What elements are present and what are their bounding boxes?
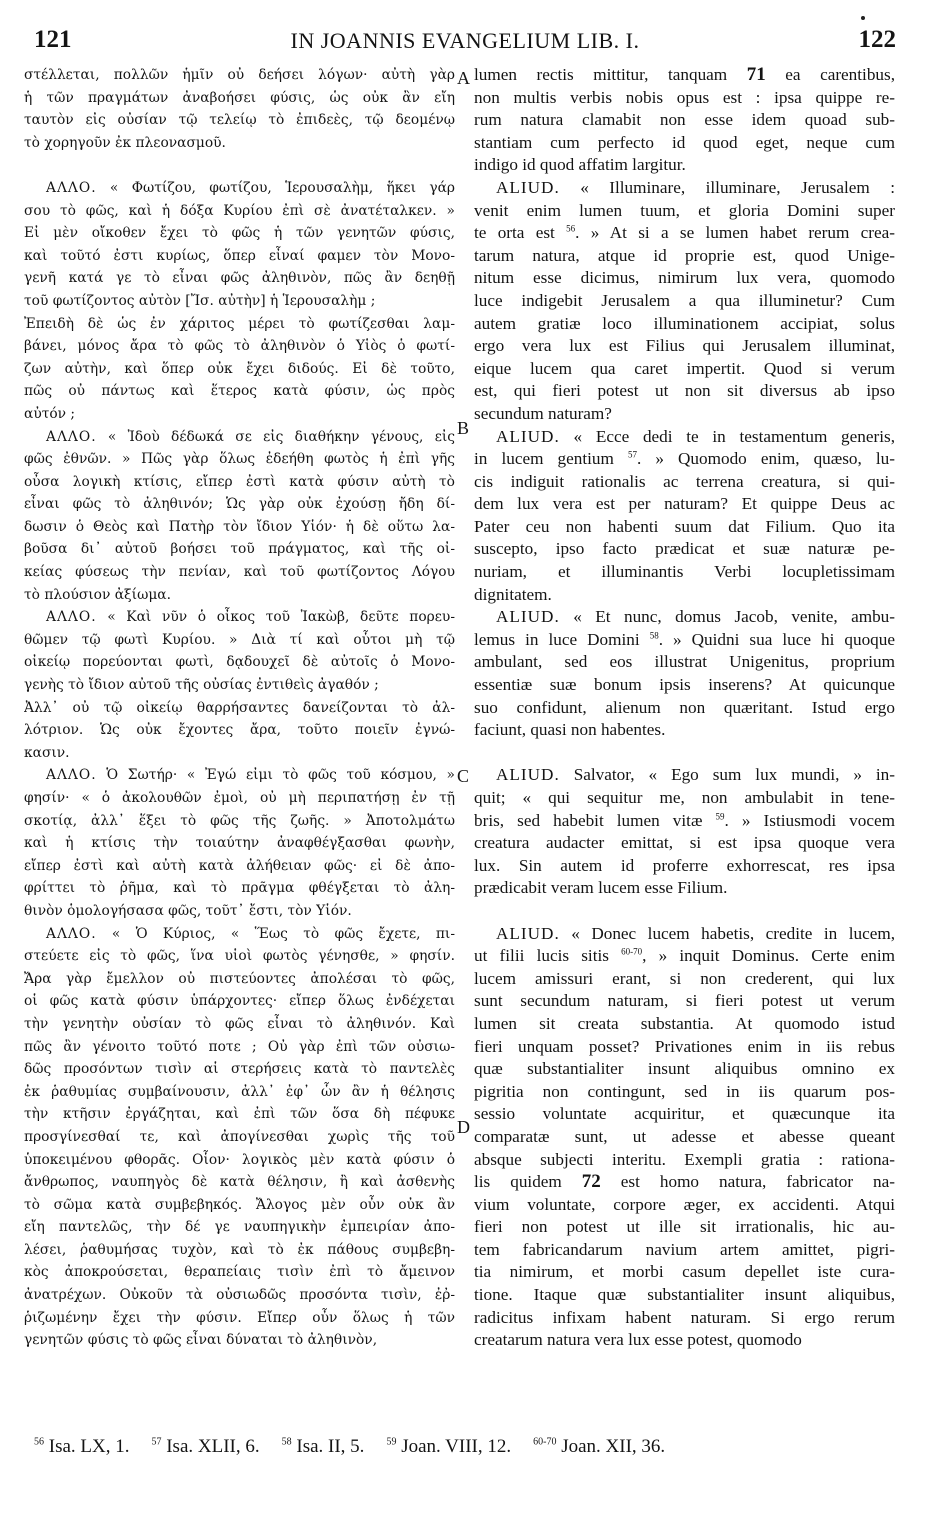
greek-text-line: ΑΛΛΟ. « Φωτίζου, φωτίζου, Ἱερουσαλὴμ, ἥκει γάρ [46,179,455,196]
latin-text-line: tione. Itaque quæ substantialiter insunt aliquibus, [474,1285,895,1305]
greek-text-line: γενητῶν φύσις τὸ φῶς εἶναι δύναται τὸ ἀληθινὸν, [24,1332,378,1349]
footnote: $^{56}$ Isa. LX, 1. [34,1436,130,1457]
greek-text-line: φῶς ἐθνῶν. » Πῶς γὰρ ὅλως ἐδεήθη φωτὸς ἡ ἐπὶ γῆς [24,451,455,468]
margin-letter-d: D [457,1117,470,1137]
margin-letter-a: A [457,68,470,88]
greek-column [24,64,455,1352]
margin-letter-c: C [457,766,470,786]
latin-text-line: ALIUD. « Donec lucem habetis, credite in lucem, [496,923,895,943]
footnotes [34,1436,896,1460]
greek-text-line: καὶ τοῦτό ἐστι κυρίως, ὅπερ εἶναί φαμεν τὸν Μονο- [24,247,455,264]
footnote: $^{60-70}$ Joan. XII, 36. [533,1436,666,1457]
latin-text-line: comparatæ sunt, ut adesse et abesse queant [474,1126,895,1146]
latin-text-line: ALIUD. « Illuminare, illuminare, Jerusalem : [496,177,895,197]
latin-text-line: ut filii lucis sitis $^{60-70}$, » inquit Dominus. Certe enim [474,946,895,966]
greek-text-line: τὸ σῶμα κατὰ συμβεβηκός. Ἄλογος μὲν οὖν οὐκ ἂν [24,1196,455,1213]
latin-text-line: creatura audacter emittat, si est ipsa quoque vera [474,833,895,853]
ink-dot [861,16,865,20]
latin-text-line: absque subjecti interitu. Exempli gratia : rationa- [474,1149,895,1169]
greek-text-line: θινὸν ὁμολογήσασα φῶς, τοῦτ᾽ ἔστι, τὸν Υἱόν. [24,902,352,919]
latin-text-line: dem lux vera est per naturam? Et quippe Deus ac [474,494,895,514]
greek-text-line: Εἰ μὲν οἴκοθεν ἔχει τὸ φῶς ἡ τῶν γενητῶν φύσις, [24,225,455,242]
greek-text-line: τὸ χορηγοῦν ἐκ πλεονασμοῦ. [24,134,226,151]
greek-text-line: ζων αὐτὴν, καὶ ὅπερ οὐκ ἔχει διδούς. Εἰ δὲ τοῦτο, [24,360,455,377]
latin-text-line: suscepto, ipso facto prædicat et suæ naturæ pe- [474,539,895,559]
left-page-number: 121 [34,26,72,53]
greek-text-line: ἄνθρωπος, ναυπηγὸς δὲ κατὰ θέλησιν, ἢ καὶ ἀσθενὴς [24,1174,455,1191]
greek-text-line: ὑποκειμένου φθορᾶς. Οἷον· λογικὸς μὲν κατὰ φύσιν ὁ [24,1151,455,1168]
footnote: $^{58}$ Isa. II, 5. [281,1436,365,1457]
greek-text-line: καὶ ἡ κτίσις τὴν τοιαύτην ἀναφθέγξασθαι φωνὴν, [24,835,455,852]
greek-text-line: ἡ τῶν πραγμάτων ἀναβοήσει φύσις, ὡς οὐκ ἂν εἴη [24,89,455,106]
greek-text-line: ἀνατρέχων. Οὐκοῦν τὰ οὐσιωδῶς προσόντα τισὶν, ἐῤ- [24,1287,455,1304]
greek-text-line: εἴη παντελῶς, τὴν δέ γε ναυπηγικὴν ἐμπειρίαν ἀπο- [24,1219,455,1236]
latin-text-line: tarum natura, atque id proprie est, quod Unige- [474,245,895,265]
greek-text-line: θῶμεν τῷ φωτὶ Κυρίου. » Διὰ τί καὶ οὗτοι μὴ τῷ [24,631,455,648]
latin-text-line: ALIUD. « Ecce dedi te in testamentum generis, [496,426,895,446]
latin-text-line: ALIUD. Salvator, « Ego sum lux mundi, » in- [496,765,895,785]
greek-text-line: ΑΛΛΟ. « Ὁ Κύριος, « Ἕως τὸ φῶς ἔχετε, πι- [46,925,455,942]
latin-text-line: radicitus infixam habent naturam. Si ergo rerum [474,1307,895,1327]
greek-text-line: σκοτίᾳ, ἀλλ᾽ ἕξει τὸ φῶς τῆς ζωῆς. » Ἀποτολμάτω [24,812,455,829]
latin-text-line: te orta est $^{56}$. » At si a se lumen habet rerum crea- [474,223,895,243]
latin-text-line: eique lucem qua caret impertit. Quod si verum [474,358,895,378]
greek-text-line: τὴν κτῆσιν ἐργάζηται, καὶ ἐπὶ τῶν ὅσα δὴ πέφυκε [24,1106,455,1123]
greek-text-line: Ἄρα γὰρ ἔμελλον οὐ πιστεύοντες ἀπολέσαι τὸ φῶς, [24,970,455,987]
page-header [34,26,896,56]
greek-text-line: δῶς προσόντων τισὶν αἱ στερήσεις κατὰ τὸ παντελὲς [24,1061,455,1078]
greek-text-line: πῶς ἂν γένοιτο τοῦτό ποτε ; Οὐ γὰρ ἐπὶ τῶν οὐσιω- [24,1038,455,1055]
latin-text-line: lemus in luce Domini $^{58}$. » Quidni sua luce hi quoque [474,629,895,649]
latin-text-line: lucem amissuri erant, si non crederent, qui lux [474,968,895,988]
greek-text-line: οἱ φῶς κατὰ φύσιν ὑπάρχοντες· εἴπερ ὅλως ἐνδέχεται [24,993,455,1010]
right-page-number: 122 [858,26,896,53]
latin-text-line: ALIUD. « Et nunc, domus Jacob, venite, ambu- [496,607,895,627]
greek-text-line: τοῦ φωτίζοντος αὐτὸν [Ἴσ. αὐτὴν] ἡ Ἱερουσαλὴμ ; [24,292,376,309]
latin-text-line: sunt secundum naturam, si fieri potest ut verum [474,991,895,1011]
greek-text-line: δωσιν ὁ Θεὸς καὶ Πατὴρ τὸν ἴδιον Υἱόν· ἡ δὲ οὕτω λα- [24,518,455,535]
latin-text-line: tem fabricandarum navium artem amittet, pigri- [474,1239,895,1259]
latin-text-line: venit enim lumen tuum, et gloria Domini super [474,200,895,220]
latin-text-line: Pater ceu non habenti suum dat Filium. Quo ita [474,516,895,536]
latin-text-line: secundum naturam? [474,403,612,423]
greek-text-line: Ἀλλ᾽ οὐ τῷ οἰκείῳ θαρρήσαντες δανείζονται τὸ ἀλ- [24,699,455,716]
latin-text-line: pigritia non contingunt, sed in iis quarum pos- [474,1081,895,1101]
greek-text-line: οὖσα λογικὴ κτίσις, εἴπερ ἐστὶ κατὰ φύσιν αὐτὴ τὸ [24,473,455,490]
greek-text-line: τὴν γενητὴν οὐσίαν τὸ φῶς εἶναι τὸ ἀληθινόν. Καὶ [24,1015,455,1032]
latin-text-line: in lucem gentium $^{57}$. » Quomodo enim, quæso, lu- [474,449,895,469]
latin-text-line: luce indigebit Jerusalem a qua illuminetur? Cum [474,290,895,310]
footnote: $^{59}$ Joan. VIII, 12. [386,1436,512,1457]
greek-text-line: εἶναι φῶς τὸ ἀληθινόν; Ὡς γὰρ οὐκ ἐχούσῃ ἤδη δί- [24,496,455,513]
latin-text-line: indigo id quod affatim largitur. [474,155,686,175]
greek-text-line: αὐτόν ; [24,405,76,422]
greek-text-line: προσγίνεσθαί τε, καὶ ἀπογίνεσθαι χωρὶς τῆς τοῦ [24,1128,455,1145]
latin-text-line: suo confidunt, alienum non quæritant. Istud ergo [474,697,895,717]
greek-text-line: εἴπερ ἐστὶ καὶ αὐτὴ κατὰ ἀλήθειαν φῶς· εἰ δὲ ἀπο- [24,857,455,874]
latin-text-line: lis quidem 72 est homo natura, fabricator na- [474,1171,895,1193]
latin-text-line: non multis verbis nobis opus est : ipsa quippe re- [474,87,895,107]
greek-text-spacer [24,154,455,177]
running-title: IN JOANNIS EVANGELIUM LIB. I. [290,28,640,53]
greek-text-line: στεύετε εἰς τὸ φῶς, ἵνα υἱοὶ φωτὸς γένησθε, » φησίν. [24,948,455,965]
greek-text-line: στέλλεται, πολλῶν ἡμῖν οὐ δεήσει λόγων· αὐτὴ γὰρ [24,67,455,83]
latin-text-line: bris, sed habebit lumen vitæ $^{59}$. » Istiusmodi vocem [474,810,895,830]
latin-text-line: creatarum natura vera lux esse potest, quomodo [474,1330,802,1350]
margin-letter-b: B [457,418,470,438]
latin-text-line: rum natura clamabit non esse idem quoad sub- [474,110,895,130]
latin-column [474,64,895,1352]
greek-text-line: βοῦσα δι᾽ αὐτοῦ βοήσει τοῦ πράγματος, καὶ τῆς οἰ- [24,541,455,558]
latin-text-line: est, qui fieri potest ut non sit diversus ab ipso [474,381,895,401]
greek-text-line: ἐκ ῥαθυμίας συμβαίνουσιν, ἀλλ᾽ ἐφ᾽ ὧν ἂν ἡ θέλησις [24,1083,455,1100]
latin-text-line: quæ substantialiter insunt aliquibus omnino ex [474,1059,895,1079]
latin-text-line: fieri non potest ut ille sit irrationalis, hic au- [474,1217,895,1237]
greek-text-line: ΑΛΛΟ. « Καὶ νῦν ὁ οἶκος τοῦ Ἰακὼβ, δεῦτε πορευ- [46,609,455,626]
greek-text-line: φησίν· « ὁ ἀκολουθῶν ἐμοὶ, οὐ μὴ περιπατήσῃ ἐν τῇ [24,790,455,806]
latin-text-line: fieri unquam posset? Privationes enim in iis rebus [474,1036,895,1056]
greek-text-line: ταυτὸν εἰς οὐσίαν τῷ τελείῳ τὸ ἐπιδεὲς, τῷ δεομένῳ [24,112,455,129]
latin-text-line: nuriam, et illuminantis Verbi locupletissimam [474,562,895,582]
latin-text-line: quit; « qui sequitur me, non ambulabit in tene- [474,788,895,807]
greek-text-line: κείας φύσεως τὴν πενίαν, καὶ τοῦ φωτίζοντος Λόγου [24,564,455,581]
latin-text-spacer [474,742,895,765]
latin-text-line: lux. Sin autem id proferre exhorrescat, res ipsa [474,855,895,875]
greek-text-line: σου τὸ φῶς, καὶ ἡ δόξα Κυρίου ἐπὶ σὲ ἀνατέταλκεν. » [24,202,455,219]
greek-text-line: λέσει, ῥαθυμήσας τυχὸν, καὶ τὸ ἐκ πάθους συμβεβη- [24,1241,455,1258]
greek-text-line: βάνει, μόνος ἄρα τὸ φῶς τὸ ἀληθινὸν ὁ Υἱὸς ὁ φωτί- [24,338,455,355]
greek-text-line: λότριον. Ὡς οὐκ ἔχοντες ἄρα, τοῦτο ποιεῖν ἐγνώ- [24,722,455,739]
latin-text-line: dignitatem. [474,584,552,604]
greek-text-line: ῥιζωμένην ἔχει τὴν φύσιν. Εἴπερ οὖν ὅλως ἡ τῶν [24,1309,455,1326]
greek-text-line: κασιν. [24,744,70,761]
latin-text-line: vium voluntate, corpore æger, ex accidenti. Atqui [474,1194,895,1214]
latin-text-line: lumen sit creata substantia. At quomodo istud [474,1013,895,1033]
greek-text-line: οἰκείῳ πορεύονται φωτὶ, δᾳδουχεῖ δὲ αὐτοῖς ὁ Μονο- [24,654,455,671]
latin-text-line: cis indiguit rationalis ac terrena creatura, si qui- [474,471,895,491]
latin-text-spacer [474,900,895,923]
greek-text-line: Ἐπειδὴ δὲ ὡς ἐν χάριτος μέρει τὸ φωτίζεσθαι λαμ- [24,315,455,332]
greek-text-line: φρίττει τὸ ῥῆμα, καὶ τὸ πρᾶγμα φθέγξεται τὸ ἀλη- [24,880,455,897]
greek-text-line: πῶς οὐ πάντως καὶ ἕτερος κατὰ φύσιν, ὡς πρὸς [24,383,455,400]
greek-text-line: τὸ πλούσιον ἀξίωμα. [24,586,171,603]
greek-text-line: κὸς ἀποκρούσεται, θεραπείαις τισὶν ἐπὶ τὸ ἄμεινον [24,1264,455,1281]
latin-text-line: tia nimirum, et morbi casum depellet iste cura- [474,1262,895,1282]
greek-text-line: γενῆ κατά γε τὸ εἶναι φῶς ἀληθινὸν, πῶς ἂν δεηθῇ [24,270,455,287]
latin-text-line: sessio voluntate acquiritur, et quæcunque ita [474,1104,895,1124]
latin-text-line: essentiæ suæ bonum ipsis inserens? At quicunque [474,675,895,695]
latin-text-line: autem gratiæ loco illuminationem accipiat, solus [474,313,895,333]
footnote: $^{57}$ Isa. XLII, 6. [151,1436,260,1457]
latin-text-line: ergo vera lux est Filius qui Jerusalem illuminat, [474,336,895,356]
latin-text-line: faciunt, quasi non habentes. [474,720,666,740]
greek-text-line: ΑΛΛΟ. Ὁ Σωτήρ· « Ἐγώ εἰμι τὸ φῶς τοῦ κόσμου, » [46,767,455,784]
greek-text-line: γενὴς τὸ ἴδιον αὐτοῦ τῆς οὐσίας ἐντιθεὶς ἀγαθόν ; [24,677,379,694]
latin-text-line: stantiam cum perfecto id quod eget, neque cum [474,132,895,152]
greek-text-line: ΑΛΛΟ. « Ἰδοὺ δέδωκά σε εἰς διαθήκην γένους, εἰς [46,428,455,445]
latin-text-line: lumen rectis mittitur, tanquam 71 ea carentibus, [474,64,895,85]
latin-text-line: prædicabit veram lucem esse Filium. [474,878,728,898]
latin-text-line: nitum esse dicimus, nimirum lux vera, quomodo [474,268,895,288]
latin-text-line: ambulant, sed eos illustrat Unigenitus, proprium [474,652,895,672]
